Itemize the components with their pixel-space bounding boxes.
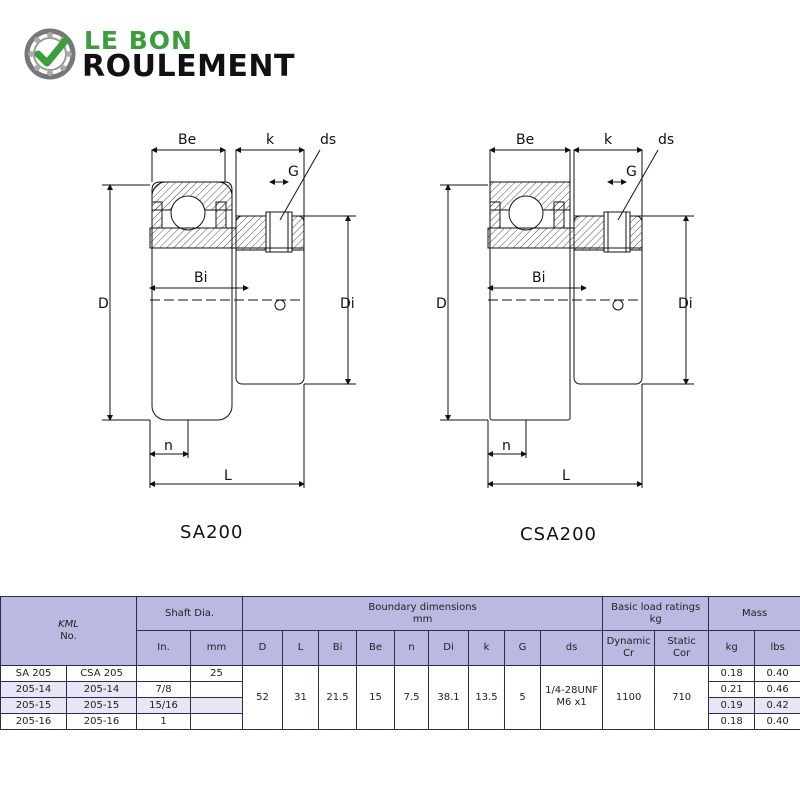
val-Di: 38.1: [429, 665, 469, 730]
table-row: [1, 665, 800, 681]
mass-lbs: 0.46: [755, 681, 800, 697]
col-lbs: lbs: [755, 631, 800, 665]
val-Bi: 21.5: [319, 665, 357, 730]
val-D: 52: [243, 665, 283, 730]
col-n: n: [395, 631, 429, 665]
shaft-in: 15/16: [137, 697, 191, 713]
col-dynamic: [603, 631, 655, 665]
col-mm: mm: [191, 631, 243, 665]
mass-lbs: 0.42: [755, 697, 800, 713]
mass-header: Mass: [709, 597, 800, 631]
sa200-drawing: [102, 150, 356, 488]
load-unit: kg: [649, 613, 662, 625]
shaft-mm: 25: [191, 665, 243, 681]
sa200-ds-label: ds: [320, 132, 337, 148]
sa-no: SA 205: [1, 665, 67, 681]
col-k: k: [469, 631, 505, 665]
cor-label: Cor: [673, 647, 691, 659]
csa200-di-label: Di: [678, 296, 693, 312]
csa200-drawing: [440, 150, 694, 488]
boundary-label: Boundary dimensions: [368, 601, 477, 613]
val-ds-line2: M6 x1: [556, 697, 587, 709]
sa-no: 205-16: [1, 713, 67, 729]
col-ds: ds: [541, 631, 603, 665]
mass-kg: 0.19: [709, 697, 755, 713]
val-L: 31: [283, 665, 319, 730]
val-Be: 15: [357, 665, 395, 730]
load-ratings-header: [603, 597, 709, 631]
val-G: 5: [505, 665, 541, 730]
sa-no: 205-15: [1, 697, 67, 713]
col-D: D: [243, 631, 283, 665]
val-ds: [541, 665, 603, 730]
col-Bi: Bi: [319, 631, 357, 665]
bearing-drawings: [0, 110, 800, 560]
sa200-be-label: Be: [178, 132, 197, 148]
boundary-dimensions-header: [243, 597, 603, 631]
col-static: [655, 631, 709, 665]
kml-label: KML: [58, 618, 79, 630]
static-label: Static: [667, 635, 696, 647]
csa200-d-label: D: [436, 296, 447, 312]
csa200-l-label: L: [562, 468, 570, 484]
col-Di: Di: [429, 631, 469, 665]
csa200-n-label: n: [502, 438, 511, 454]
shaft-mm: [191, 713, 243, 729]
kml-no-header: [1, 597, 137, 666]
csa-no: CSA 205: [67, 665, 137, 681]
val-cor: 710: [655, 665, 709, 730]
csa-no: 205-16: [67, 713, 137, 729]
shaft-dia-header: Shaft Dia.: [137, 597, 243, 631]
shaft-in: 7/8: [137, 681, 191, 697]
val-ds-line1: 1/4-28UNF: [545, 685, 599, 697]
logo-text-top: LE BON: [84, 26, 193, 55]
cr-label: Cr: [623, 647, 635, 659]
mass-kg: 0.18: [709, 665, 755, 681]
logo: [24, 26, 304, 88]
sa200-d-label: D: [98, 296, 109, 312]
shaft-in: [137, 665, 191, 681]
mass-kg: 0.18: [709, 713, 755, 729]
sa200-di-label: Di: [340, 296, 355, 312]
shaft-mm: [191, 697, 243, 713]
mass-lbs: 0.40: [755, 713, 800, 729]
no-label: No.: [60, 630, 77, 642]
shaft-in: 1: [137, 713, 191, 729]
logo-text-bottom: ROULEMENT: [82, 49, 295, 84]
sa-no: 205-14: [1, 681, 67, 697]
val-n: 7.5: [395, 665, 429, 730]
mass-kg: 0.21: [709, 681, 755, 697]
load-label: Basic load ratings: [611, 601, 701, 613]
sa200-n-label: n: [164, 438, 173, 454]
col-kg: kg: [709, 631, 755, 665]
dynamic-label: Dynamic: [606, 635, 651, 647]
sa200-caption: SA200: [180, 522, 244, 543]
csa200-be-label: Be: [516, 132, 535, 148]
col-L: L: [283, 631, 319, 665]
sa200-bi-label: Bi: [194, 270, 208, 286]
col-G: G: [505, 631, 541, 665]
csa-no: 205-14: [67, 681, 137, 697]
mass-lbs: 0.40: [755, 665, 800, 681]
val-cr: 1100: [603, 665, 655, 730]
col-Be: Be: [357, 631, 395, 665]
val-k: 13.5: [469, 665, 505, 730]
col-in: In.: [137, 631, 191, 665]
csa200-k-label: k: [604, 132, 613, 148]
sa200-g-label: G: [288, 164, 299, 180]
csa200-g-label: G: [626, 164, 637, 180]
csa-no: 205-15: [67, 697, 137, 713]
csa200-bi-label: Bi: [532, 270, 546, 286]
bearing-check-logo-icon: [24, 28, 76, 80]
sa200-k-label: k: [266, 132, 275, 148]
csa200-caption: CSA200: [520, 524, 597, 545]
spec-table: [0, 596, 800, 730]
boundary-unit: mm: [412, 613, 433, 625]
csa200-ds-label: ds: [658, 132, 675, 148]
shaft-mm: [191, 681, 243, 697]
sa200-l-label: L: [224, 468, 232, 484]
